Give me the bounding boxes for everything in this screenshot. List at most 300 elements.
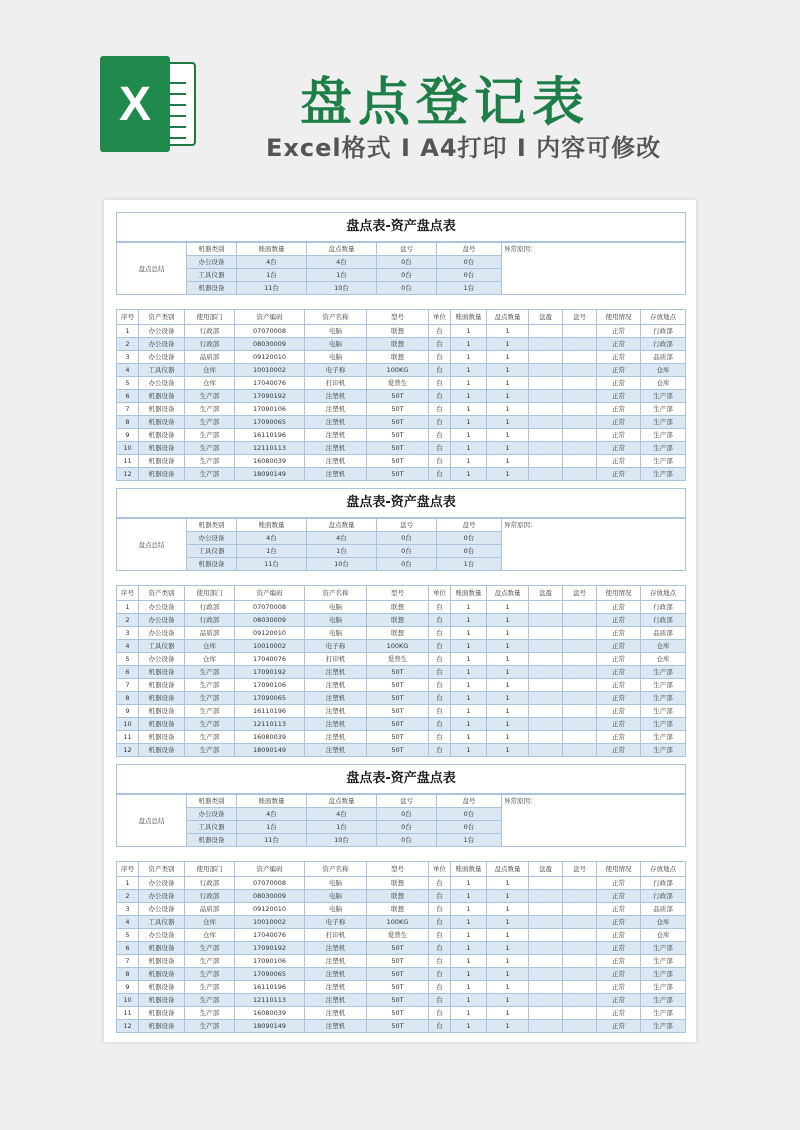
table-cell[interactable]: 1 xyxy=(451,705,487,718)
table-cell[interactable] xyxy=(529,429,563,442)
summary-cell[interactable]: 11台 xyxy=(237,834,307,847)
table-cell[interactable]: 1 xyxy=(451,442,487,455)
table-cell[interactable]: 1 xyxy=(451,955,487,968)
table-cell[interactable]: 1 xyxy=(487,890,529,903)
table-cell[interactable]: 2 xyxy=(117,890,139,903)
table-cell[interactable]: 正常 xyxy=(597,692,641,705)
table-cell[interactable] xyxy=(529,679,563,692)
table-cell[interactable]: 1 xyxy=(487,468,529,481)
table-cell[interactable]: 注塑机 xyxy=(305,666,367,679)
table-cell[interactable]: 1 xyxy=(487,718,529,731)
table-cell[interactable]: 品质部 xyxy=(641,351,686,364)
table-cell[interactable]: 10 xyxy=(117,994,139,1007)
table-cell[interactable]: 正常 xyxy=(597,981,641,994)
table-cell[interactable]: 电脑 xyxy=(305,614,367,627)
table-cell[interactable] xyxy=(563,942,597,955)
table-cell[interactable]: 台 xyxy=(429,731,451,744)
summary-cell[interactable]: 0台 xyxy=(437,545,502,558)
table-cell[interactable] xyxy=(529,994,563,1007)
table-cell[interactable]: 正常 xyxy=(597,916,641,929)
table-cell[interactable]: 1 xyxy=(451,627,487,640)
table-cell[interactable]: 仓库 xyxy=(185,640,235,653)
table-cell[interactable]: 1 xyxy=(487,929,529,942)
table-cell[interactable] xyxy=(529,916,563,929)
table-cell[interactable]: 注塑机 xyxy=(305,416,367,429)
table-cell[interactable]: 17090192 xyxy=(235,942,305,955)
table-cell[interactable]: 生产部 xyxy=(185,692,235,705)
abnormal-reason-cell[interactable]: 异常原因： xyxy=(502,795,686,847)
table-cell[interactable]: 生产部 xyxy=(185,994,235,1007)
summary-cell[interactable]: 11台 xyxy=(237,282,307,295)
table-cell[interactable] xyxy=(529,877,563,890)
table-cell[interactable] xyxy=(529,731,563,744)
table-cell[interactable]: 正常 xyxy=(597,718,641,731)
table-cell[interactable]: 1 xyxy=(487,1020,529,1033)
table-cell[interactable]: 2 xyxy=(117,614,139,627)
table-cell[interactable] xyxy=(563,955,597,968)
table-cell[interactable]: 行政部 xyxy=(185,601,235,614)
table-cell[interactable]: 1 xyxy=(117,601,139,614)
table-cell[interactable]: 正常 xyxy=(597,994,641,1007)
table-cell[interactable]: 机器设备 xyxy=(139,705,185,718)
table-cell[interactable] xyxy=(563,601,597,614)
table-cell[interactable]: 17090106 xyxy=(235,955,305,968)
table-cell[interactable] xyxy=(529,955,563,968)
table-cell[interactable]: 台 xyxy=(429,890,451,903)
table-cell[interactable]: 生产部 xyxy=(185,942,235,955)
summary-cell[interactable]: 10台 xyxy=(307,558,377,571)
summary-cell[interactable]: 1台 xyxy=(437,558,502,571)
table-cell[interactable]: 机器设备 xyxy=(139,666,185,679)
summary-cell[interactable]: 机器设备 xyxy=(187,558,237,571)
table-cell[interactable] xyxy=(529,1020,563,1033)
table-cell[interactable] xyxy=(529,903,563,916)
table-cell[interactable]: 50T xyxy=(367,744,429,757)
summary-cell[interactable]: 0台 xyxy=(377,256,437,269)
table-cell[interactable]: 50T xyxy=(367,442,429,455)
table-cell[interactable]: 联想 xyxy=(367,627,429,640)
table-cell[interactable]: 行政部 xyxy=(641,877,686,890)
table-cell[interactable]: 仓库 xyxy=(641,364,686,377)
table-cell[interactable]: 1 xyxy=(487,916,529,929)
table-cell[interactable]: 生产部 xyxy=(641,955,686,968)
table-cell[interactable]: 办公设备 xyxy=(139,903,185,916)
table-cell[interactable]: 生产部 xyxy=(185,981,235,994)
table-cell[interactable]: 50T xyxy=(367,994,429,1007)
table-cell[interactable]: 台 xyxy=(429,364,451,377)
table-cell[interactable]: 07070008 xyxy=(235,877,305,890)
table-cell[interactable]: 1 xyxy=(451,601,487,614)
table-cell[interactable]: 正常 xyxy=(597,377,641,390)
table-cell[interactable]: 09120010 xyxy=(235,627,305,640)
table-cell[interactable]: 台 xyxy=(429,1020,451,1033)
table-cell[interactable]: 50T xyxy=(367,981,429,994)
table-cell[interactable]: 机器设备 xyxy=(139,1007,185,1020)
table-cell[interactable] xyxy=(563,455,597,468)
table-cell[interactable]: 1 xyxy=(451,942,487,955)
abnormal-reason-cell[interactable]: 异常原因： xyxy=(502,243,686,295)
table-cell[interactable]: 100KG xyxy=(367,364,429,377)
table-cell[interactable]: 12 xyxy=(117,468,139,481)
table-cell[interactable]: 7 xyxy=(117,955,139,968)
table-cell[interactable]: 仓库 xyxy=(185,929,235,942)
summary-cell[interactable]: 机器设备 xyxy=(187,282,237,295)
table-cell[interactable] xyxy=(563,692,597,705)
table-cell[interactable]: 机器设备 xyxy=(139,468,185,481)
table-cell[interactable] xyxy=(563,429,597,442)
table-cell[interactable]: 1 xyxy=(451,929,487,942)
table-cell[interactable]: 注塑机 xyxy=(305,955,367,968)
table-cell[interactable]: 台 xyxy=(429,377,451,390)
table-cell[interactable]: 1 xyxy=(117,877,139,890)
table-cell[interactable] xyxy=(529,942,563,955)
table-cell[interactable]: 品质部 xyxy=(185,627,235,640)
table-cell[interactable]: 生产部 xyxy=(641,1007,686,1020)
table-cell[interactable]: 电脑 xyxy=(305,338,367,351)
table-cell[interactable]: 1 xyxy=(487,679,529,692)
table-cell[interactable] xyxy=(529,351,563,364)
summary-cell[interactable]: 工具仪器 xyxy=(187,545,237,558)
table-cell[interactable]: 生产部 xyxy=(185,666,235,679)
table-cell[interactable] xyxy=(563,653,597,666)
table-cell[interactable]: 注塑机 xyxy=(305,429,367,442)
table-cell[interactable]: 08030009 xyxy=(235,614,305,627)
table-cell[interactable]: 生产部 xyxy=(641,390,686,403)
table-cell[interactable] xyxy=(529,627,563,640)
table-cell[interactable]: 生产部 xyxy=(185,1020,235,1033)
table-cell[interactable] xyxy=(529,403,563,416)
table-cell[interactable]: 机器设备 xyxy=(139,744,185,757)
table-cell[interactable]: 1 xyxy=(487,325,529,338)
table-cell[interactable]: 6 xyxy=(117,390,139,403)
table-cell[interactable]: 正常 xyxy=(597,614,641,627)
table-cell[interactable] xyxy=(563,390,597,403)
summary-cell[interactable]: 4台 xyxy=(307,256,377,269)
table-cell[interactable]: 1 xyxy=(487,994,529,1007)
table-cell[interactable]: 100KG xyxy=(367,916,429,929)
table-cell[interactable]: 正常 xyxy=(597,679,641,692)
table-cell[interactable]: 1 xyxy=(451,390,487,403)
table-cell[interactable]: 生产部 xyxy=(641,981,686,994)
table-cell[interactable] xyxy=(563,403,597,416)
table-cell[interactable] xyxy=(529,601,563,614)
table-cell[interactable] xyxy=(563,468,597,481)
table-cell[interactable]: 16080039 xyxy=(235,731,305,744)
table-cell[interactable]: 50T xyxy=(367,1020,429,1033)
table-cell[interactable]: 台 xyxy=(429,929,451,942)
table-cell[interactable] xyxy=(563,705,597,718)
table-cell[interactable]: 正常 xyxy=(597,666,641,679)
summary-cell[interactable]: 10台 xyxy=(307,834,377,847)
table-cell[interactable]: 3 xyxy=(117,903,139,916)
table-cell[interactable]: 注塑机 xyxy=(305,692,367,705)
summary-cell[interactable]: 4台 xyxy=(237,808,307,821)
table-cell[interactable]: 50T xyxy=(367,429,429,442)
table-cell[interactable]: 台 xyxy=(429,614,451,627)
table-cell[interactable]: 正常 xyxy=(597,442,641,455)
table-cell[interactable]: 台 xyxy=(429,351,451,364)
table-cell[interactable]: 08030009 xyxy=(235,890,305,903)
table-cell[interactable]: 仓库 xyxy=(641,929,686,942)
table-cell[interactable]: 电脑 xyxy=(305,351,367,364)
table-cell[interactable]: 1 xyxy=(487,416,529,429)
table-cell[interactable]: 100KG xyxy=(367,640,429,653)
table-cell[interactable]: 品质部 xyxy=(185,903,235,916)
table-cell[interactable] xyxy=(529,890,563,903)
table-cell[interactable]: 行政部 xyxy=(641,601,686,614)
table-cell[interactable]: 生产部 xyxy=(185,403,235,416)
table-cell[interactable]: 1 xyxy=(451,718,487,731)
table-cell[interactable]: 办公设备 xyxy=(139,601,185,614)
table-cell[interactable]: 1 xyxy=(451,640,487,653)
table-cell[interactable]: 6 xyxy=(117,666,139,679)
table-cell[interactable]: 正常 xyxy=(597,968,641,981)
table-cell[interactable]: 1 xyxy=(487,614,529,627)
table-cell[interactable]: 机器设备 xyxy=(139,994,185,1007)
table-cell[interactable]: 16080039 xyxy=(235,1007,305,1020)
summary-cell[interactable]: 办公设备 xyxy=(187,532,237,545)
table-cell[interactable]: 注塑机 xyxy=(305,403,367,416)
table-cell[interactable] xyxy=(529,377,563,390)
table-cell[interactable]: 台 xyxy=(429,1007,451,1020)
summary-cell[interactable]: 4台 xyxy=(237,256,307,269)
table-cell[interactable]: 16110196 xyxy=(235,981,305,994)
table-cell[interactable] xyxy=(563,338,597,351)
table-cell[interactable]: 办公设备 xyxy=(139,351,185,364)
table-cell[interactable]: 台 xyxy=(429,416,451,429)
table-cell[interactable]: 10 xyxy=(117,442,139,455)
table-cell[interactable]: 生产部 xyxy=(185,718,235,731)
table-cell[interactable]: 正常 xyxy=(597,929,641,942)
table-cell[interactable]: 1 xyxy=(487,744,529,757)
table-cell[interactable]: 50T xyxy=(367,679,429,692)
table-cell[interactable]: 5 xyxy=(117,653,139,666)
table-cell[interactable]: 18090149 xyxy=(235,744,305,757)
table-cell[interactable] xyxy=(563,994,597,1007)
summary-cell[interactable]: 1台 xyxy=(237,821,307,834)
table-cell[interactable]: 1 xyxy=(487,390,529,403)
table-cell[interactable] xyxy=(563,640,597,653)
table-cell[interactable]: 1 xyxy=(451,614,487,627)
table-cell[interactable]: 1 xyxy=(487,640,529,653)
table-cell[interactable] xyxy=(563,442,597,455)
table-cell[interactable]: 12110113 xyxy=(235,442,305,455)
table-cell[interactable]: 50T xyxy=(367,1007,429,1020)
table-cell[interactable]: 1 xyxy=(451,692,487,705)
table-cell[interactable] xyxy=(529,325,563,338)
table-cell[interactable]: 机器设备 xyxy=(139,718,185,731)
summary-cell[interactable]: 0台 xyxy=(437,821,502,834)
table-cell[interactable]: 机器设备 xyxy=(139,679,185,692)
table-cell[interactable]: 生产部 xyxy=(641,679,686,692)
table-cell[interactable]: 8 xyxy=(117,968,139,981)
table-cell[interactable]: 1 xyxy=(451,429,487,442)
table-cell[interactable]: 18090149 xyxy=(235,1020,305,1033)
table-cell[interactable]: 1 xyxy=(451,916,487,929)
table-cell[interactable]: 1 xyxy=(451,351,487,364)
table-cell[interactable]: 9 xyxy=(117,429,139,442)
table-cell[interactable]: 工具仪器 xyxy=(139,640,185,653)
table-cell[interactable]: 生产部 xyxy=(185,731,235,744)
table-cell[interactable]: 1 xyxy=(451,455,487,468)
summary-cell[interactable]: 办公设备 xyxy=(187,256,237,269)
table-cell[interactable]: 台 xyxy=(429,877,451,890)
table-cell[interactable]: 1 xyxy=(451,903,487,916)
summary-cell[interactable]: 0台 xyxy=(437,269,502,282)
summary-cell[interactable]: 11台 xyxy=(237,558,307,571)
table-cell[interactable]: 注塑机 xyxy=(305,968,367,981)
table-cell[interactable]: 3 xyxy=(117,627,139,640)
table-cell[interactable]: 生产部 xyxy=(641,718,686,731)
table-cell[interactable]: 台 xyxy=(429,916,451,929)
table-cell[interactable]: 行政部 xyxy=(185,877,235,890)
table-cell[interactable]: 生产部 xyxy=(641,468,686,481)
table-cell[interactable]: 1 xyxy=(487,455,529,468)
table-cell[interactable]: 正常 xyxy=(597,338,641,351)
table-cell[interactable]: 1 xyxy=(451,877,487,890)
table-cell[interactable]: 1 xyxy=(487,705,529,718)
table-cell[interactable] xyxy=(563,377,597,390)
table-cell[interactable]: 50T xyxy=(367,390,429,403)
table-cell[interactable] xyxy=(529,981,563,994)
table-cell[interactable] xyxy=(563,916,597,929)
summary-cell[interactable]: 0台 xyxy=(377,821,437,834)
table-cell[interactable]: 1 xyxy=(451,666,487,679)
table-cell[interactable] xyxy=(563,744,597,757)
table-cell[interactable]: 正常 xyxy=(597,416,641,429)
table-cell[interactable]: 生产部 xyxy=(641,429,686,442)
table-cell[interactable] xyxy=(529,390,563,403)
table-cell[interactable]: 办公设备 xyxy=(139,890,185,903)
table-cell[interactable]: 机器设备 xyxy=(139,416,185,429)
table-cell[interactable]: 正常 xyxy=(597,653,641,666)
table-cell[interactable]: 生产部 xyxy=(185,416,235,429)
table-cell[interactable]: 仓库 xyxy=(641,377,686,390)
table-cell[interactable] xyxy=(563,1020,597,1033)
table-cell[interactable]: 台 xyxy=(429,627,451,640)
table-cell[interactable]: 1 xyxy=(451,468,487,481)
table-cell[interactable]: 9 xyxy=(117,705,139,718)
table-cell[interactable]: 1 xyxy=(487,955,529,968)
table-cell[interactable]: 工具仪器 xyxy=(139,916,185,929)
table-cell[interactable]: 台 xyxy=(429,601,451,614)
table-cell[interactable]: 生产部 xyxy=(185,442,235,455)
table-cell[interactable]: 17090106 xyxy=(235,679,305,692)
table-cell[interactable]: 4 xyxy=(117,364,139,377)
table-cell[interactable]: 10010002 xyxy=(235,364,305,377)
table-cell[interactable]: 生产部 xyxy=(641,994,686,1007)
table-cell[interactable]: 1 xyxy=(487,377,529,390)
table-cell[interactable]: 1 xyxy=(487,442,529,455)
table-cell[interactable]: 11 xyxy=(117,731,139,744)
table-cell[interactable]: 注塑机 xyxy=(305,744,367,757)
table-cell[interactable]: 机器设备 xyxy=(139,981,185,994)
table-cell[interactable]: 正常 xyxy=(597,364,641,377)
table-cell[interactable]: 电脑 xyxy=(305,325,367,338)
summary-cell[interactable]: 4台 xyxy=(307,808,377,821)
table-cell[interactable] xyxy=(563,627,597,640)
summary-cell[interactable]: 0台 xyxy=(377,834,437,847)
table-cell[interactable] xyxy=(563,1007,597,1020)
table-cell[interactable]: 1 xyxy=(487,364,529,377)
table-cell[interactable]: 07070008 xyxy=(235,325,305,338)
table-cell[interactable]: 1 xyxy=(487,429,529,442)
table-cell[interactable]: 生产部 xyxy=(185,468,235,481)
table-cell[interactable]: 品质部 xyxy=(641,627,686,640)
table-cell[interactable]: 正常 xyxy=(597,942,641,955)
table-cell[interactable] xyxy=(563,877,597,890)
table-cell[interactable]: 办公设备 xyxy=(139,614,185,627)
table-cell[interactable]: 4 xyxy=(117,640,139,653)
table-cell[interactable]: 正常 xyxy=(597,601,641,614)
table-cell[interactable] xyxy=(563,903,597,916)
table-cell[interactable]: 1 xyxy=(451,403,487,416)
table-cell[interactable] xyxy=(563,351,597,364)
table-cell[interactable]: 仓库 xyxy=(185,916,235,929)
table-cell[interactable]: 5 xyxy=(117,377,139,390)
table-cell[interactable]: 台 xyxy=(429,403,451,416)
summary-cell[interactable]: 0台 xyxy=(377,808,437,821)
table-cell[interactable]: 联想 xyxy=(367,890,429,903)
table-cell[interactable]: 行政部 xyxy=(641,325,686,338)
table-cell[interactable]: 注塑机 xyxy=(305,981,367,994)
table-cell[interactable]: 正常 xyxy=(597,351,641,364)
table-cell[interactable]: 正常 xyxy=(597,1020,641,1033)
table-cell[interactable]: 50T xyxy=(367,968,429,981)
table-cell[interactable]: 1 xyxy=(451,416,487,429)
table-cell[interactable]: 1 xyxy=(487,903,529,916)
table-cell[interactable]: 台 xyxy=(429,455,451,468)
table-cell[interactable]: 注塑机 xyxy=(305,390,367,403)
table-cell[interactable]: 1 xyxy=(487,731,529,744)
table-cell[interactable]: 1 xyxy=(487,666,529,679)
table-cell[interactable]: 爱普生 xyxy=(367,929,429,942)
table-cell[interactable]: 17090065 xyxy=(235,968,305,981)
table-cell[interactable]: 50T xyxy=(367,666,429,679)
table-cell[interactable]: 1 xyxy=(487,338,529,351)
table-cell[interactable]: 10 xyxy=(117,718,139,731)
summary-cell[interactable]: 0台 xyxy=(377,282,437,295)
table-cell[interactable]: 电脑 xyxy=(305,877,367,890)
table-cell[interactable]: 机器设备 xyxy=(139,442,185,455)
table-cell[interactable]: 12 xyxy=(117,744,139,757)
summary-cell[interactable]: 工具仪器 xyxy=(187,269,237,282)
table-cell[interactable]: 1 xyxy=(451,968,487,981)
table-cell[interactable]: 联想 xyxy=(367,338,429,351)
summary-cell[interactable]: 0台 xyxy=(377,532,437,545)
table-cell[interactable] xyxy=(529,338,563,351)
table-cell[interactable]: 17040076 xyxy=(235,653,305,666)
table-cell[interactable]: 正常 xyxy=(597,955,641,968)
table-cell[interactable]: 12110113 xyxy=(235,994,305,1007)
table-cell[interactable]: 1 xyxy=(487,653,529,666)
table-cell[interactable]: 台 xyxy=(429,679,451,692)
table-cell[interactable]: 生产部 xyxy=(641,942,686,955)
table-cell[interactable]: 生产部 xyxy=(185,390,235,403)
summary-cell[interactable]: 1台 xyxy=(237,545,307,558)
table-cell[interactable]: 生产部 xyxy=(185,968,235,981)
table-cell[interactable]: 9 xyxy=(117,981,139,994)
table-cell[interactable]: 注塑机 xyxy=(305,679,367,692)
table-cell[interactable]: 1 xyxy=(487,601,529,614)
table-cell[interactable]: 生产部 xyxy=(641,744,686,757)
table-cell[interactable]: 8 xyxy=(117,692,139,705)
summary-cell[interactable]: 1台 xyxy=(437,282,502,295)
table-cell[interactable] xyxy=(529,929,563,942)
table-cell[interactable]: 仓库 xyxy=(641,916,686,929)
table-cell[interactable]: 1 xyxy=(451,338,487,351)
table-cell[interactable]: 台 xyxy=(429,942,451,955)
